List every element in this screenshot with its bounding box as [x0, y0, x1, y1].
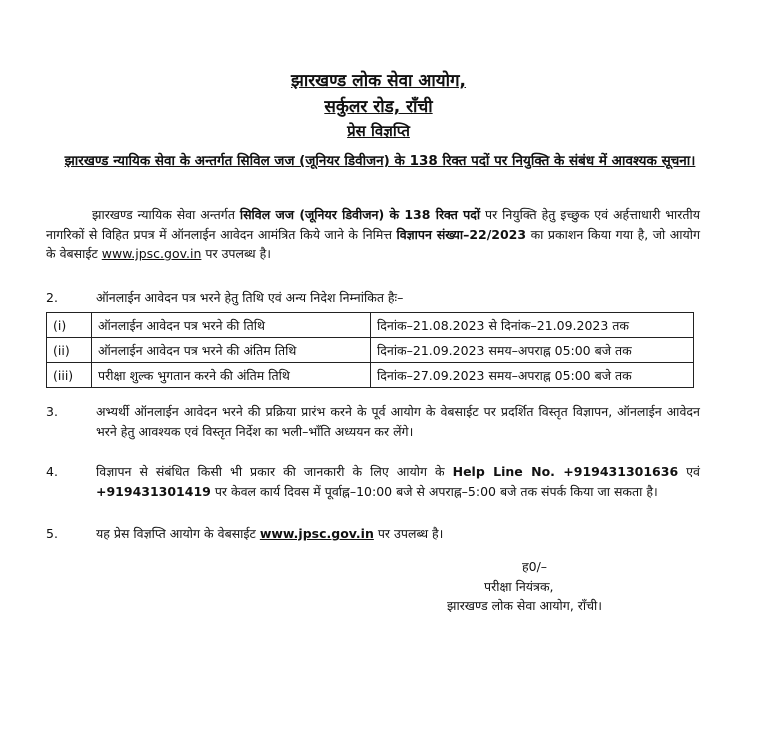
point-text: ऑनलाईन आवेदन पत्र भरने हेतु तिथि एवं अन्य निदेश निम्नांकित हैः–	[96, 290, 404, 305]
row-number: (iii)	[47, 363, 92, 388]
row-number: (i)	[47, 313, 92, 338]
point-number: 4.	[46, 464, 58, 479]
website-link[interactable]: www.jpsc.gov.in	[101, 246, 202, 261]
point-text: विज्ञापन से संबंधित किसी भी प्रकार की जानकारी के लिए आयोग के Help Line No. +919431301636 एवं +919431301419 पर केवल कार्य दिवस में पूर्वाह्न–10:00 बजे से अपराह्न–5:00 बजे तक संपर्क किया जा सकता है।	[96, 464, 700, 499]
signatory-designation: परीक्षा नियंत्रक,	[484, 579, 554, 594]
website-link[interactable]: www.jpsc.gov.in	[259, 526, 374, 541]
point-2	[46, 288, 700, 308]
dates-table-row	[47, 313, 694, 338]
row-label: ऑनलाईन आवेदन पत्र भरने की तिथि	[92, 313, 371, 338]
helpline-number-1: Help Line No. +919431301636	[452, 464, 679, 479]
point-number: 5.	[46, 526, 58, 541]
signatory-office: झारखण्ड लोक सेवा आयोग, राँची।	[447, 598, 603, 613]
post-detail: सिविल जज (जूनियर डिवीजन) के 138 रिक्त पदों	[239, 207, 481, 222]
signature-mark: ह0/–	[522, 559, 548, 574]
intro-paragraph: झारखण्ड न्यायिक सेवा अन्तर्गत सिविल जज (जूनियर डिवीजन) के 138 रिक्त पदों पर नियुक्ति हेतु इच्छुक एवं अर्हत्ताधारी भारतीय नागरिकों से विहित प्रपत्र में ऑनलाईन आवेदन आमंत्रित किये जाने के निमित्त विज्ञापन संख्या–22/2023 का प्रकाशन किया गया है, जो आयोग के वेबसाईट www.jpsc.gov.in पर उपलब्ध है।	[46, 207, 700, 261]
commission-address: सर्कुलर रोड, राँची	[324, 97, 433, 117]
dates-table	[46, 312, 694, 388]
point-4	[46, 462, 700, 522]
row-number: (ii)	[47, 338, 92, 363]
commission-name: झारखण्ड लोक सेवा आयोग,	[290, 71, 467, 91]
row-value: दिनांक–21.09.2023 समय–अपराह्न 05:00 बजे तक	[371, 338, 694, 363]
row-label: ऑनलाईन आवेदन पत्र भरने की अंतिम तिथि	[92, 338, 371, 363]
row-label: परीक्षा शुल्क भुगतान करने की अंतिम तिथि	[92, 363, 371, 388]
document-title: प्रेस विज्ञप्ति	[347, 122, 410, 140]
advertisement-number: विज्ञापन संख्या–22/2023	[396, 226, 527, 242]
row-value: दिनांक–21.08.2023 से दिनांक–21.09.2023 तक	[371, 313, 694, 338]
point-text: अभ्यर्थी ऑनलाईन आवेदन भरने की प्रक्रिया प्रारंभ करने के पूर्व आयोग के वेबसाईट पर प्रदर्शित विस्तृत विज्ञापन, ऑनलाईन आवेदन भरने हेतु आवश्यक एवं विस्तृत निर्देश का भली–भाँति अध्ययन कर लेंगे।	[96, 404, 700, 439]
dates-table-row	[47, 363, 694, 388]
point-number: 3.	[46, 404, 58, 419]
helpline-number-2: +919431301419	[96, 483, 211, 499]
subject-heading: झारखण्ड न्यायिक सेवा के अन्तर्गत सिविल जज (जूनियर डिवीजन) के 138 रिक्त पदों पर नियुक्ति के संबंध में आवश्यक सूचना।	[64, 153, 696, 169]
row-value: दिनांक–27.09.2023 समय–अपराह्न 05:00 बजे तक	[371, 363, 694, 388]
point-3	[46, 402, 700, 462]
point-5	[46, 524, 700, 544]
point-text: यह प्रेस विज्ञप्ति आयोग के वेबसाईट www.jpsc.gov.in पर उपलब्ध है।	[96, 526, 444, 541]
point-number: 2.	[46, 290, 58, 305]
dates-table-row	[47, 338, 694, 363]
